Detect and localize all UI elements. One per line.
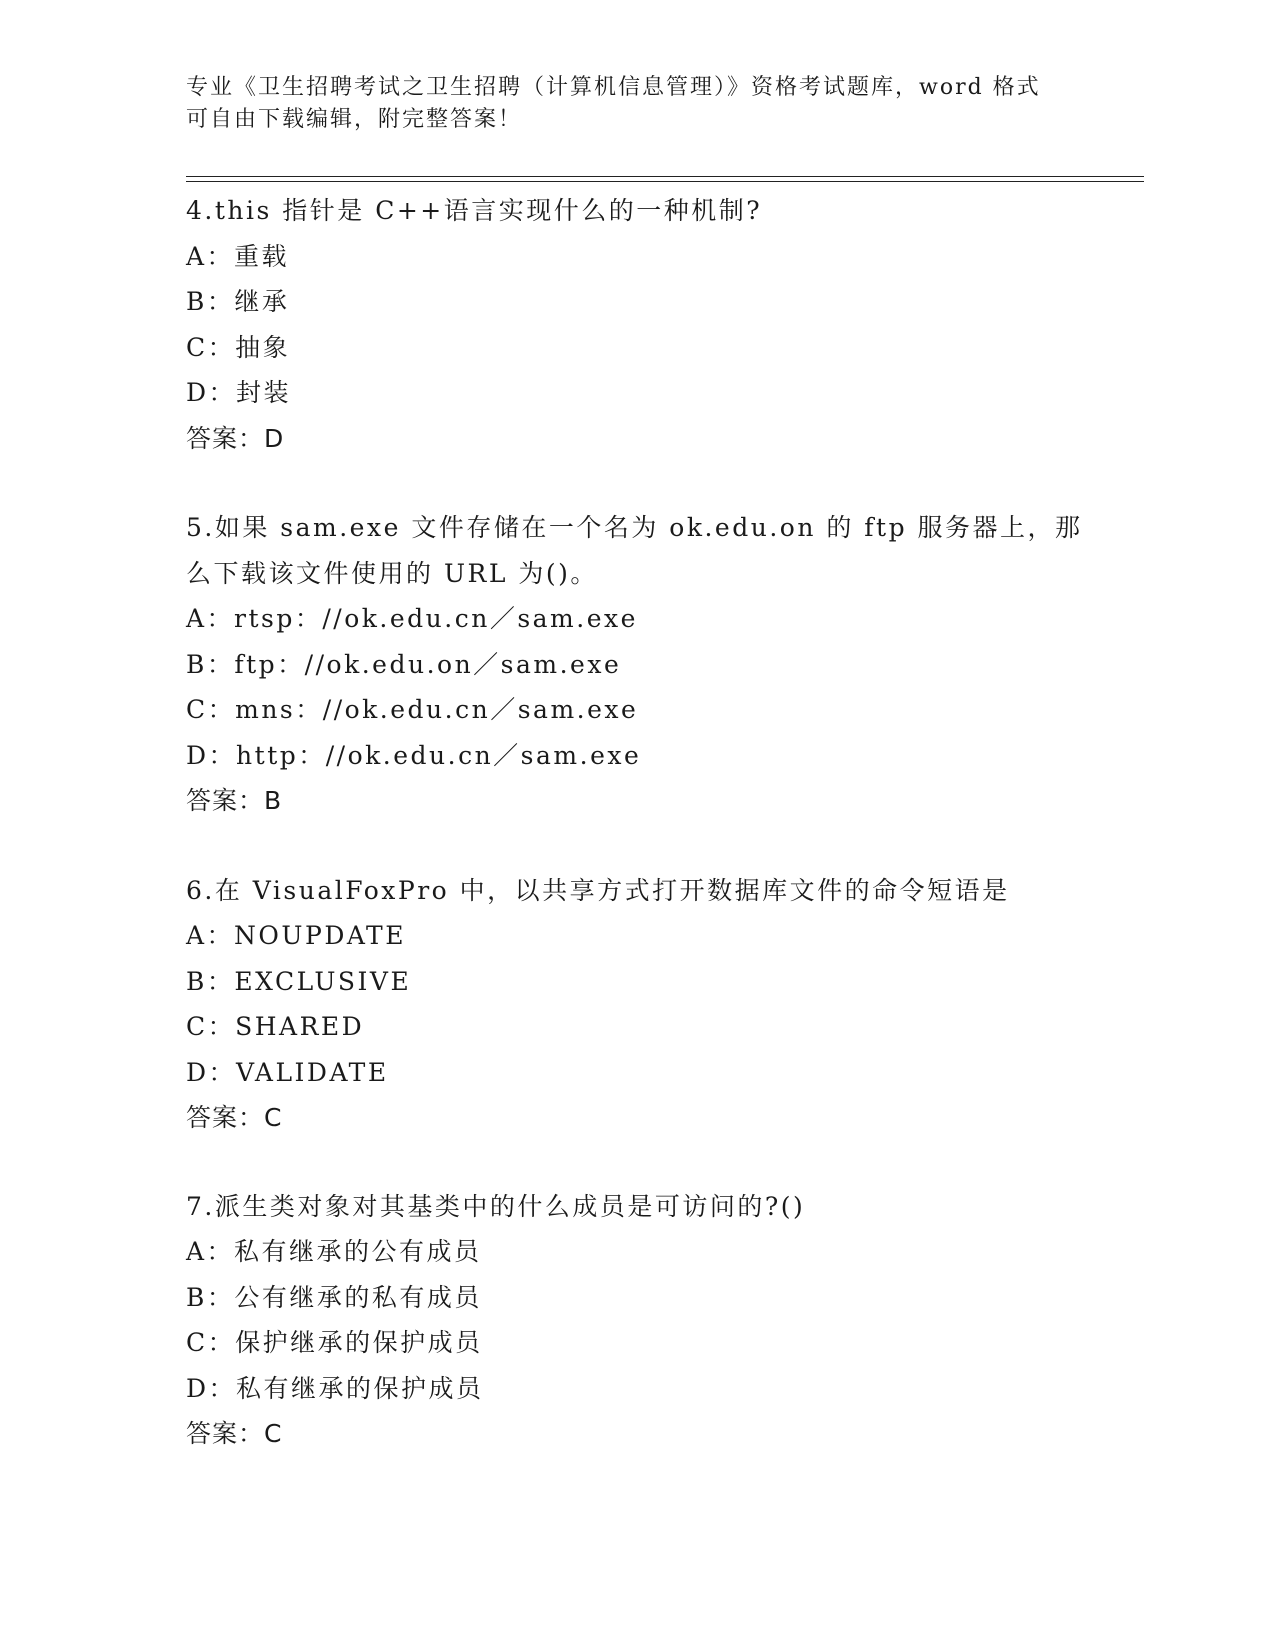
question-item (186, 868, 1086, 1141)
option-a: A：私有继承的公有成员 (186, 1237, 482, 1266)
option-b: B：继承 (186, 287, 290, 316)
question-text: 6.在 VisualFoxPro 中，以共享方式打开数据库文件的命令短语是 (186, 875, 1010, 905)
question-item (186, 1184, 1086, 1457)
question-spacer (186, 824, 1086, 868)
question-text: 7.派生类对象对其基类中的什么成员是可访问的?() (186, 1191, 806, 1221)
option-a: A：NOUPDATE (186, 921, 406, 950)
option-a: A：rtsp：//ok.edu.cn／sam.exe (186, 604, 638, 633)
option-b: B：EXCLUSIVE (186, 966, 412, 996)
document-header (186, 72, 1086, 136)
header-line-2: 可自由下载编辑，附完整答案！ (186, 107, 523, 132)
answer-line: 答案：C (186, 1419, 283, 1448)
option-b: B：ftp：//ok.edu.on／sam.exe (186, 649, 622, 679)
question-item (186, 188, 1086, 461)
option-c: C：mns：//ok.edu.cn／sam.exe (186, 695, 639, 724)
option-a: A：重载 (186, 241, 290, 271)
question-text-continued: 么下载该文件使用的 URL 为()。 (186, 558, 598, 588)
answer-line: 答案：D (186, 423, 285, 453)
question-spacer (186, 461, 1086, 505)
option-d: D：封装 (186, 378, 292, 407)
header-line-1: 专业《卫生招聘考试之卫生招聘（计算机信息管理）》资格考试题库，word 格式 (186, 75, 1041, 100)
option-d: D：私有继承的保护成员 (186, 1373, 484, 1403)
option-c: C：抽象 (186, 332, 291, 362)
option-d: D：VALIDATE (186, 1057, 389, 1087)
option-b: B：公有继承的私有成员 (186, 1282, 482, 1312)
answer-line: 答案：C (186, 1103, 283, 1132)
answer-line: 答案：B (186, 786, 283, 815)
question-list (186, 188, 1086, 1457)
option-c: C：保护继承的保护成员 (186, 1328, 483, 1357)
question-text: 4.this 指针是 C++语言实现什么的一种机制? (186, 196, 763, 225)
header-divider-top (186, 176, 1144, 177)
question-item (186, 505, 1086, 824)
question-text: 5.如果 sam.exe 文件存储在一个名为 ok.edu.on 的 ftp 服务器上，那 (186, 513, 1083, 542)
option-c: C：SHARED (186, 1012, 365, 1041)
header-divider-bottom (186, 181, 1144, 182)
option-d: D：http：//ok.edu.cn／sam.exe (186, 740, 642, 770)
question-spacer (186, 1141, 1086, 1184)
